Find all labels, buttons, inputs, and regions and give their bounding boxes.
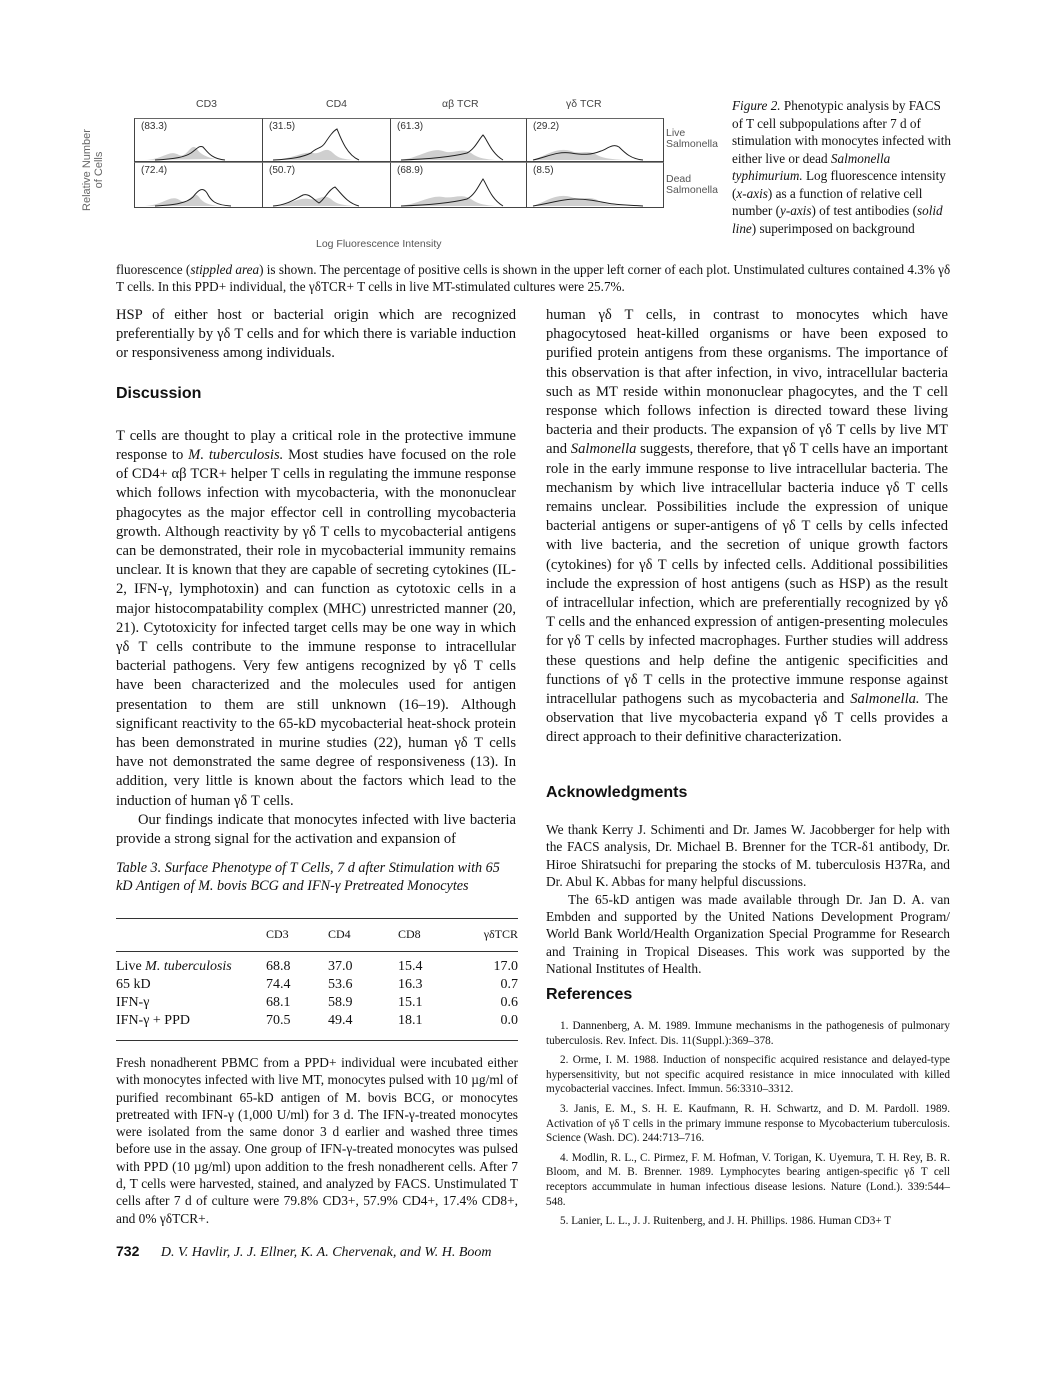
table-rule — [116, 1040, 518, 1041]
running-authors: D. V. Havlir, J. J. Ellner, K. A. Chervenak, and W. H. Boom — [160, 1245, 492, 1260]
page-footer — [116, 1243, 492, 1261]
references-heading: References — [546, 986, 633, 1003]
y-axis-label: Relative Number of Cells — [81, 129, 105, 211]
table-3 — [116, 918, 518, 1041]
plot-cd3-live — [134, 118, 263, 162]
acknowledgments-heading: Acknowledgments — [546, 784, 688, 801]
table-3-body — [116, 958, 518, 1030]
reference-item: 4. Modlin, R. L., C. Pirmez, F. M. Hofman, V. Torigan, K. Uyemura, T. H. Rey, B. R. Bloom, and M. B. Brenner. 1989. Lymphocytes bearing antigen-specific γδ T cell receptors accummulate in human infectious disease lesions. Nature (Lond.). 339:544–548. — [546, 1151, 950, 1208]
plot-cd4-live — [262, 118, 391, 162]
reference-item: 2. Orme, I. M. 1988. Induction of nonspecific acquired resistance and delayed-type hypersensitivity, but not specific acquired resistance in mice innoculated with killed mycobacterial vaccines. Infect. Immun. 56:3310–3312. — [546, 1054, 950, 1096]
figure-2 — [81, 98, 718, 258]
references-list — [546, 1019, 950, 1234]
paragraph: Our findings indicate that monocytes infected with live bacteria provide a strong signal for the activation and expansion of — [116, 811, 516, 848]
figure-label: Figure 2. — [732, 98, 781, 113]
page-number: 732 — [116, 1243, 140, 1259]
percent-label: (83.3) — [141, 121, 168, 132]
paragraph: HSP of either host or bacterial origin which are recognized preferentially by γδ T cells and for which there is variable induction or responsiveness among individuals. — [116, 307, 516, 362]
paragraph: The 65-kD antigen was made available through Dr. Jan D. A. van Embden and supported by the United Nations Development Program/ World Bank World/Health Organization Special Programme for Research and Training in Tropical Diseases. This work was supported by the National Institutes of Health. — [546, 891, 950, 977]
col-header-cd4: CD4 — [326, 98, 348, 110]
right-column — [546, 306, 948, 748]
table-3-grid — [116, 925, 518, 943]
figure-caption-bottom: fluorescence (stippled area) is shown. The percentage of positive cells is shown in the upper left corner of each plot. Unstimulated cultures contained 4.3% γδ T cells. In this PPD+ individual, the γδTCR+ T cells in live MT-stimulated cultures were 25.7%. — [116, 262, 951, 295]
plot-cd4-dead — [262, 162, 391, 208]
table-rule — [116, 918, 518, 919]
table-row: IFN-γ + PPD 70.5 49.4 18.1 0.0 — [116, 1013, 518, 1028]
col-header-ab-tcr: αβ TCR — [442, 98, 479, 110]
table-row: 65 kD 74.4 53.6 16.3 0.7 — [116, 977, 518, 992]
paragraph: human γδ T cells, in contrast to monocytes which have phagocytosed heat-killed organisms or have been exposed to purified protein antigens from these organisms. The importance of this observation is that after infection, in vivo, intracellular bacteria such as MT reside within mononuclear phagocytes, and the T cell response which follows infection is directed toward these living bacteria and their products. The expansion of γδ T cells by live MT and Salmonella suggests, therefore, that γδ T cells have an important role in the early immune response to live intracellular bacteria. The mechanism by which live intracellular bacteria induce γδ T cells remains unclear. Possibilities include the expression of unique bacterial antigens or super-antigens of γδ T cells by cells infected with live bacteria, and the secretion of unique growth factors (cytokines) for γδ T cells by infected cells. Additional possibilities include the expression of host antigens (such as HSP) as the result of intracellular infection, which are preferentially recognized by γδ T cells and the enhanced expression of antigen-presenting molecules for γδ T cells by infected macrophages. Further studies will address these questions and help define the antigenic specificities and functions of γδ T cells in the protective immune response against intracellular pathogens such as mycobacteria and Salmonella. The observation that live mycobacteria expand γδ T cells provides a direct approach to their definitive characterization. — [546, 307, 949, 746]
percent-label: (61.3) — [397, 121, 424, 132]
table-row: IFN-γ 68.1 58.9 15.1 0.6 — [116, 995, 518, 1010]
paragraph: We thank Kerry J. Schimenti and Dr. James W. Jacobberger for help with the FACS analysis, Dr. Michael B. Brenner for the TCR-δ1 antibody, Dr. Hiroe Shiratsuchi for preparing the stocks of M. tuberculosis H37Ra, and Dr. Abul K. Abbas for many helpful discussions. — [546, 822, 950, 890]
table-header-row: CD3 CD4 CD8 γδTCR — [266, 926, 518, 941]
plot-cd3-dead — [134, 162, 263, 208]
table-row: Live M. tuberculosis 68.8 37.0 15.4 17.0 — [116, 959, 518, 974]
percent-label: (50.7) — [269, 165, 296, 176]
percent-label: (72.4) — [141, 165, 168, 176]
row-label-live: Live Salmonella — [666, 127, 718, 150]
acknowledgments — [546, 821, 950, 978]
reference-item: 1. Dannenberg, A. M. 1989. Immune mechanisms in the pathogenesis of pulmonary tuberculosis. Rev. Infect. Dis. 11(Suppl.):369–378. — [546, 1020, 950, 1047]
plot-gd-tcr-dead — [526, 162, 664, 208]
reference-item: 3. Janis, E. M., S. H. E. Kaufmann, R. H. Schwartz, and D. M. Pardoll. 1989. Activation of γδ T cells in the primary immune response to Mycobacterium tuberculosis. Science (Wash. DC). 244:713–716. — [546, 1102, 950, 1145]
table-3-note: Fresh nonadherent PBMC from a PPD+ individual were incubated either with monocytes infected with live MT, monocytes pulsed with 10 µg/ml of purified recombinant 65-kD antigen of M. bovis BCG, or monocytes pretreated with IFN-γ (1,000 U/ml) for 3 d. The IFN-γ-treated monocytes were isolated from the same donor 3 d earlier and washed three times before use in the assay. One group of IFN-γ-treated monocytes was pulsed with PPD (10 µg/ml) upon addition to the fresh nonadherent cells. After 7 d, T cells were harvested, stained, and analyzed by FACS. Unstimulated T cells after 7 d of culture were 79.8% CD3+, 57.9% CD4+, 17.4% CD8+, and 0% γδTCR+. — [116, 1055, 518, 1226]
percent-label: (8.5) — [533, 165, 554, 176]
table-rule — [116, 951, 518, 952]
figure-caption-side: Figure 2. Phenotypic analysis by FACS of T cell subpopulations after 7 d of stimulation with monocytes infected with either live or dead Salmonella typhimurium. Log fluorescence intensity (x-axis) as a function of relative cell number (y-axis) of test antibodies (solid line) superimposed on background — [732, 98, 952, 236]
plot-ab-tcr-live — [390, 118, 527, 162]
table-3-title: Table 3. Surface Phenotype of T Cells, 7 d after Stimulation with 65 kD Antigen of M. bovis BCG and IFN-γ Pretreated Monocytes — [116, 860, 500, 894]
left-column — [116, 306, 516, 849]
percent-label: (29.2) — [533, 121, 560, 132]
plot-gd-tcr-live — [526, 118, 664, 162]
discussion-heading: Discussion — [116, 384, 202, 402]
plot-ab-tcr-dead — [390, 162, 527, 208]
row-label-dead: Dead Salmonella — [666, 173, 718, 196]
reference-item: 5. Lanier, L. L., J. J. Ruitenberg, and J. H. Phillips. 1986. Human CD3+ T — [560, 1215, 892, 1228]
col-header-gd-tcr: γδ TCR — [566, 98, 602, 110]
percent-label: (31.5) — [269, 121, 296, 132]
col-header-cd3: CD3 — [196, 98, 218, 110]
percent-label: (68.9) — [397, 165, 424, 176]
paragraph: T cells are thought to play a critical role in the protective immune response to M. tuberculosis. Most studies have focused on the role of CD4+ αβ TCR+ helper T cells in regulating the immune response which follows infection with mycobacteria, with the mononuclear phagocytes as the major effector cell in controlling mycobacteria growth. Although reactivity by γδ T cells to mycobacterial antigens can be demonstrated, their role in mycobacterial immunity remains unclear. It is known that they are capable of secreting cytokines (IL-2, IFN-γ, lymphotoxin) and can function as cytotoxic cells in a major histocompatability complex (MHC) unrestricted manner (20, 21). Cytotoxicity for infected target cells may be one way in which γδ T cells contribute to the immune response to intracellular bacterial pathogens. Very few antigens recognized by γδ T cells have been characterized and the molecules used for antigen presentation to them are still unknown (16–19). Although significant reactivity to the 65-kD mycobacterial heat-shock protein has been demonstrated in murine studies (22), human γδ T cells have not demonstrated the same degree of responsiveness (13). In addition, very little is known about the factors which lead to the induction of human γδ T cells. — [116, 427, 517, 809]
x-axis-label: Log Fluorescence Intensity — [316, 238, 442, 250]
